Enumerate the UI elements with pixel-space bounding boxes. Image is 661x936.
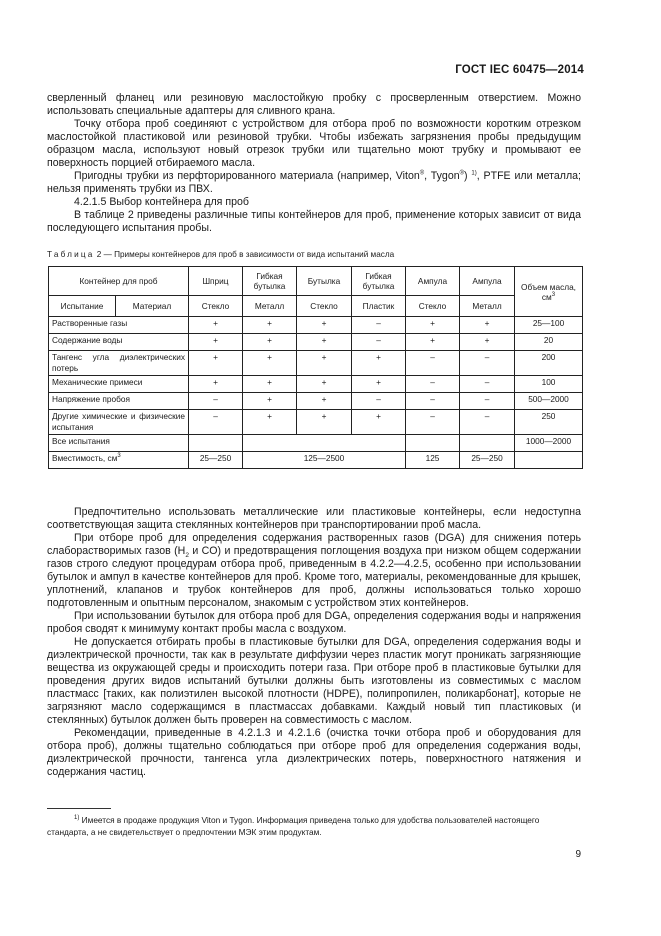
material-cell: Стекло: [406, 296, 460, 317]
mark-cell: –: [460, 410, 515, 435]
capacity-cell: 25—250: [460, 452, 515, 469]
empty-cell: [460, 435, 515, 452]
mark-cell: +: [243, 410, 297, 435]
mark-cell: +: [297, 351, 352, 376]
material-cell: Стекло: [297, 296, 352, 317]
col-header: Шприц: [189, 267, 243, 296]
empty-cell: [515, 452, 583, 469]
col-header: Бутылка: [297, 267, 352, 296]
col-header: Ампула: [460, 267, 515, 296]
header-test: Испытание: [49, 296, 116, 317]
capacity-cell: 125—2500: [243, 452, 406, 469]
material-cell: Металл: [243, 296, 297, 317]
paragraph: сверленный фланец или резиновую маслостойкую пробку с просверленным отверстием. Можно использовать специальные адаптеры для сливного крана.: [47, 92, 581, 117]
material-cell: Пластик: [352, 296, 406, 317]
footnote-divider: [47, 808, 111, 809]
col-header: Ампула: [406, 267, 460, 296]
test-name: Содержание воды: [49, 334, 189, 351]
paragraph: Предпочтительно использовать металлические или пластиковые контейнеры, если недоступна соответствующая защита стеклянных контейнеров при транспортировании проб масла.: [47, 506, 581, 531]
page-number: 9: [575, 849, 581, 860]
header-volume: Объем масла, $см^3$: [515, 267, 583, 317]
mark-cell: –: [352, 317, 406, 334]
header-material: Материал: [116, 296, 189, 317]
mark-cell: +: [297, 334, 352, 351]
mark-cell: –: [406, 410, 460, 435]
mark-cell: –: [406, 376, 460, 393]
footnote: $^{1)}$ Имеется в продаже продукция Viton и Tygon. Информация приведена только для удобства пользователей настоящего стандарта, а не свидетельствует о предпочтении МЭК этим продуктам.: [47, 815, 540, 837]
table-row: [49, 317, 583, 334]
empty-cell: [406, 435, 460, 452]
col-header: Гибкая бутылка: [243, 267, 297, 296]
empty-cell: [189, 435, 243, 452]
paragraph: В таблице 2 приведены различные типы контейнеров для проб, применение которых зависит от вида последующего испытания пробы.: [47, 209, 581, 234]
footnote-ref: 1): [471, 170, 477, 177]
mark-cell: +: [189, 334, 243, 351]
volume-cell: 250: [515, 410, 583, 435]
paragraph: При использовании бутылок для отбора проб для DGA, определения содержания воды и напряжения пробоя сводят к минимуму контакт пробы масла с воздухом.: [47, 610, 581, 635]
paragraph: Не допускается отбирать пробы в пластиковые бутылки для DGA, определения содержания воды и диэлектрической прочности, так как в результате диффузии через пластик могут проникать загрязняющие вещества из окружающей среды и происходить потери газа. При отборе проб в пластиковые бутылки для проведения других видов испытаний бутылки должны быть изготовлены из совместимых с маслом пластмасс [таких, как полиэтилен высокой плотности (HDPE), полипропилен, поликарбонат], которые не загрязняют масло содержащимся в пластмассах добавками. Каждый новый тип пластиковых (и стеклянных) бутылок должен быть проверен на совместимость с маслом.: [47, 636, 581, 726]
paragraph: Точку отбора проб соединяют с устройством для отбора проб по возможности коротким отрезком маслостойкой пластиковой или резиновой трубки. Чтобы избежать загрязнения пробы предыдущим образцом масла, используют новый отрезок трубки или тщательно моют трубку и промывают ее поверхность порцией отбираемого масла.: [47, 118, 581, 169]
mark-cell: +: [189, 376, 243, 393]
mark-cell: +: [189, 317, 243, 334]
mark-cell: +: [243, 317, 297, 334]
table-row: [49, 376, 583, 393]
table-row: [49, 410, 583, 435]
volume-cell: 1000—2000: [515, 435, 583, 452]
material-cell: Металл: [460, 296, 515, 317]
table-row-all-tests: [49, 435, 583, 452]
test-name: Механические примеси: [49, 376, 189, 393]
mark-cell: +: [189, 351, 243, 376]
standard-header: ГОСТ IEC 60475—2014: [455, 64, 584, 76]
mark-cell: +: [352, 410, 406, 435]
body-text-top: [47, 92, 581, 235]
volume-cell: 500—2000: [515, 393, 583, 410]
mark-cell: +: [297, 410, 352, 435]
volume-cell: 20: [515, 334, 583, 351]
containers-table: [48, 266, 583, 469]
mark-cell: –: [352, 393, 406, 410]
test-name: Напряжение пробоя: [49, 393, 189, 410]
registered-mark: ®: [459, 170, 465, 177]
mark-cell: –: [406, 351, 460, 376]
mark-cell: +: [243, 334, 297, 351]
table-row: [49, 351, 583, 376]
body-text-bottom: [47, 506, 581, 779]
volume-cell: 200: [515, 351, 583, 376]
mark-cell: +: [297, 376, 352, 393]
test-name: Другие химические и физические испытания: [49, 410, 189, 435]
capacity-cell: 25—250: [189, 452, 243, 469]
mark-cell: +: [406, 317, 460, 334]
test-name: Тангенс угла диэлектрических потерь: [49, 351, 189, 376]
col-header: Гибкая бутылка: [352, 267, 406, 296]
mark-cell: +: [406, 334, 460, 351]
mark-cell: –: [460, 393, 515, 410]
empty-cell: [243, 435, 406, 452]
material-cell: Стекло: [189, 296, 243, 317]
mark-cell: +: [243, 376, 297, 393]
mark-cell: –: [352, 334, 406, 351]
capacity-cell: 125: [406, 452, 460, 469]
volume-cell: 100: [515, 376, 583, 393]
test-name: Все испытания: [49, 435, 189, 452]
volume-cell: 25—100: [515, 317, 583, 334]
mark-cell: +: [460, 317, 515, 334]
mark-cell: –: [460, 351, 515, 376]
mark-cell: +: [297, 393, 352, 410]
registered-mark: ®: [419, 170, 425, 177]
mark-cell: –: [460, 376, 515, 393]
test-name: Растворенные газы: [49, 317, 189, 334]
mark-cell: +: [352, 376, 406, 393]
mark-cell: +: [352, 351, 406, 376]
mark-cell: –: [189, 393, 243, 410]
mark-cell: +: [243, 351, 297, 376]
paragraph-tubing: Пригодны трубки из перфторированного материала (например, Viton®, Tygon®) $^{1)}$, PTFE или металла; нельзя применять трубки из ПВХ.: [47, 170, 581, 195]
table-row-capacity: [49, 452, 583, 469]
mark-cell: –: [406, 393, 460, 410]
table-row: [49, 334, 583, 351]
header-container: Контейнер для проб: [49, 267, 189, 296]
section-heading: 4.2.1.5 Выбор контейнера для проб: [74, 196, 249, 208]
paragraph: Рекомендации, приведенные в 4.2.1.3 и 4.2.1.6 (очистка точки отбора проб и оборудования для отбора проб), должны тщательно соблюдаться при отборе проб для определения содержания воды, диэлектрической прочности, тангенса угла диэлектрических потерь, поверхностного натяжения и содержания частиц.: [47, 727, 581, 778]
mark-cell: –: [189, 410, 243, 435]
table-row: [49, 393, 583, 410]
table-caption: Таблица 2 — Примеры контейнеров для проб в зависимости от вида испытаний масла: [47, 250, 395, 259]
paragraph-dga: При отборе проб для определения содержания растворенных газов (DGA) для снижения потерь слаборастворимых газов ($H_2$ и CO) и предотвращения поглощения воздуха при низком общем содержании газов строго следуют процедурам отбора проб, приведенным в 4.2.2—4.2.5, особенно при использовании бутылок и ампул в качестве контейнеров для проб. Кроме того, материалы, рекомендованные для крышек, уплотнений, клапанов и трубок контейнеров для проб, должны использоваться только хорошо подготовленным и опытным персоналом, знакомым с устройством этих контейнеров.: [47, 532, 581, 609]
mark-cell: +: [243, 393, 297, 410]
mark-cell: +: [297, 317, 352, 334]
capacity-label: Вместимость, $см^3$: [49, 452, 189, 469]
mark-cell: +: [460, 334, 515, 351]
